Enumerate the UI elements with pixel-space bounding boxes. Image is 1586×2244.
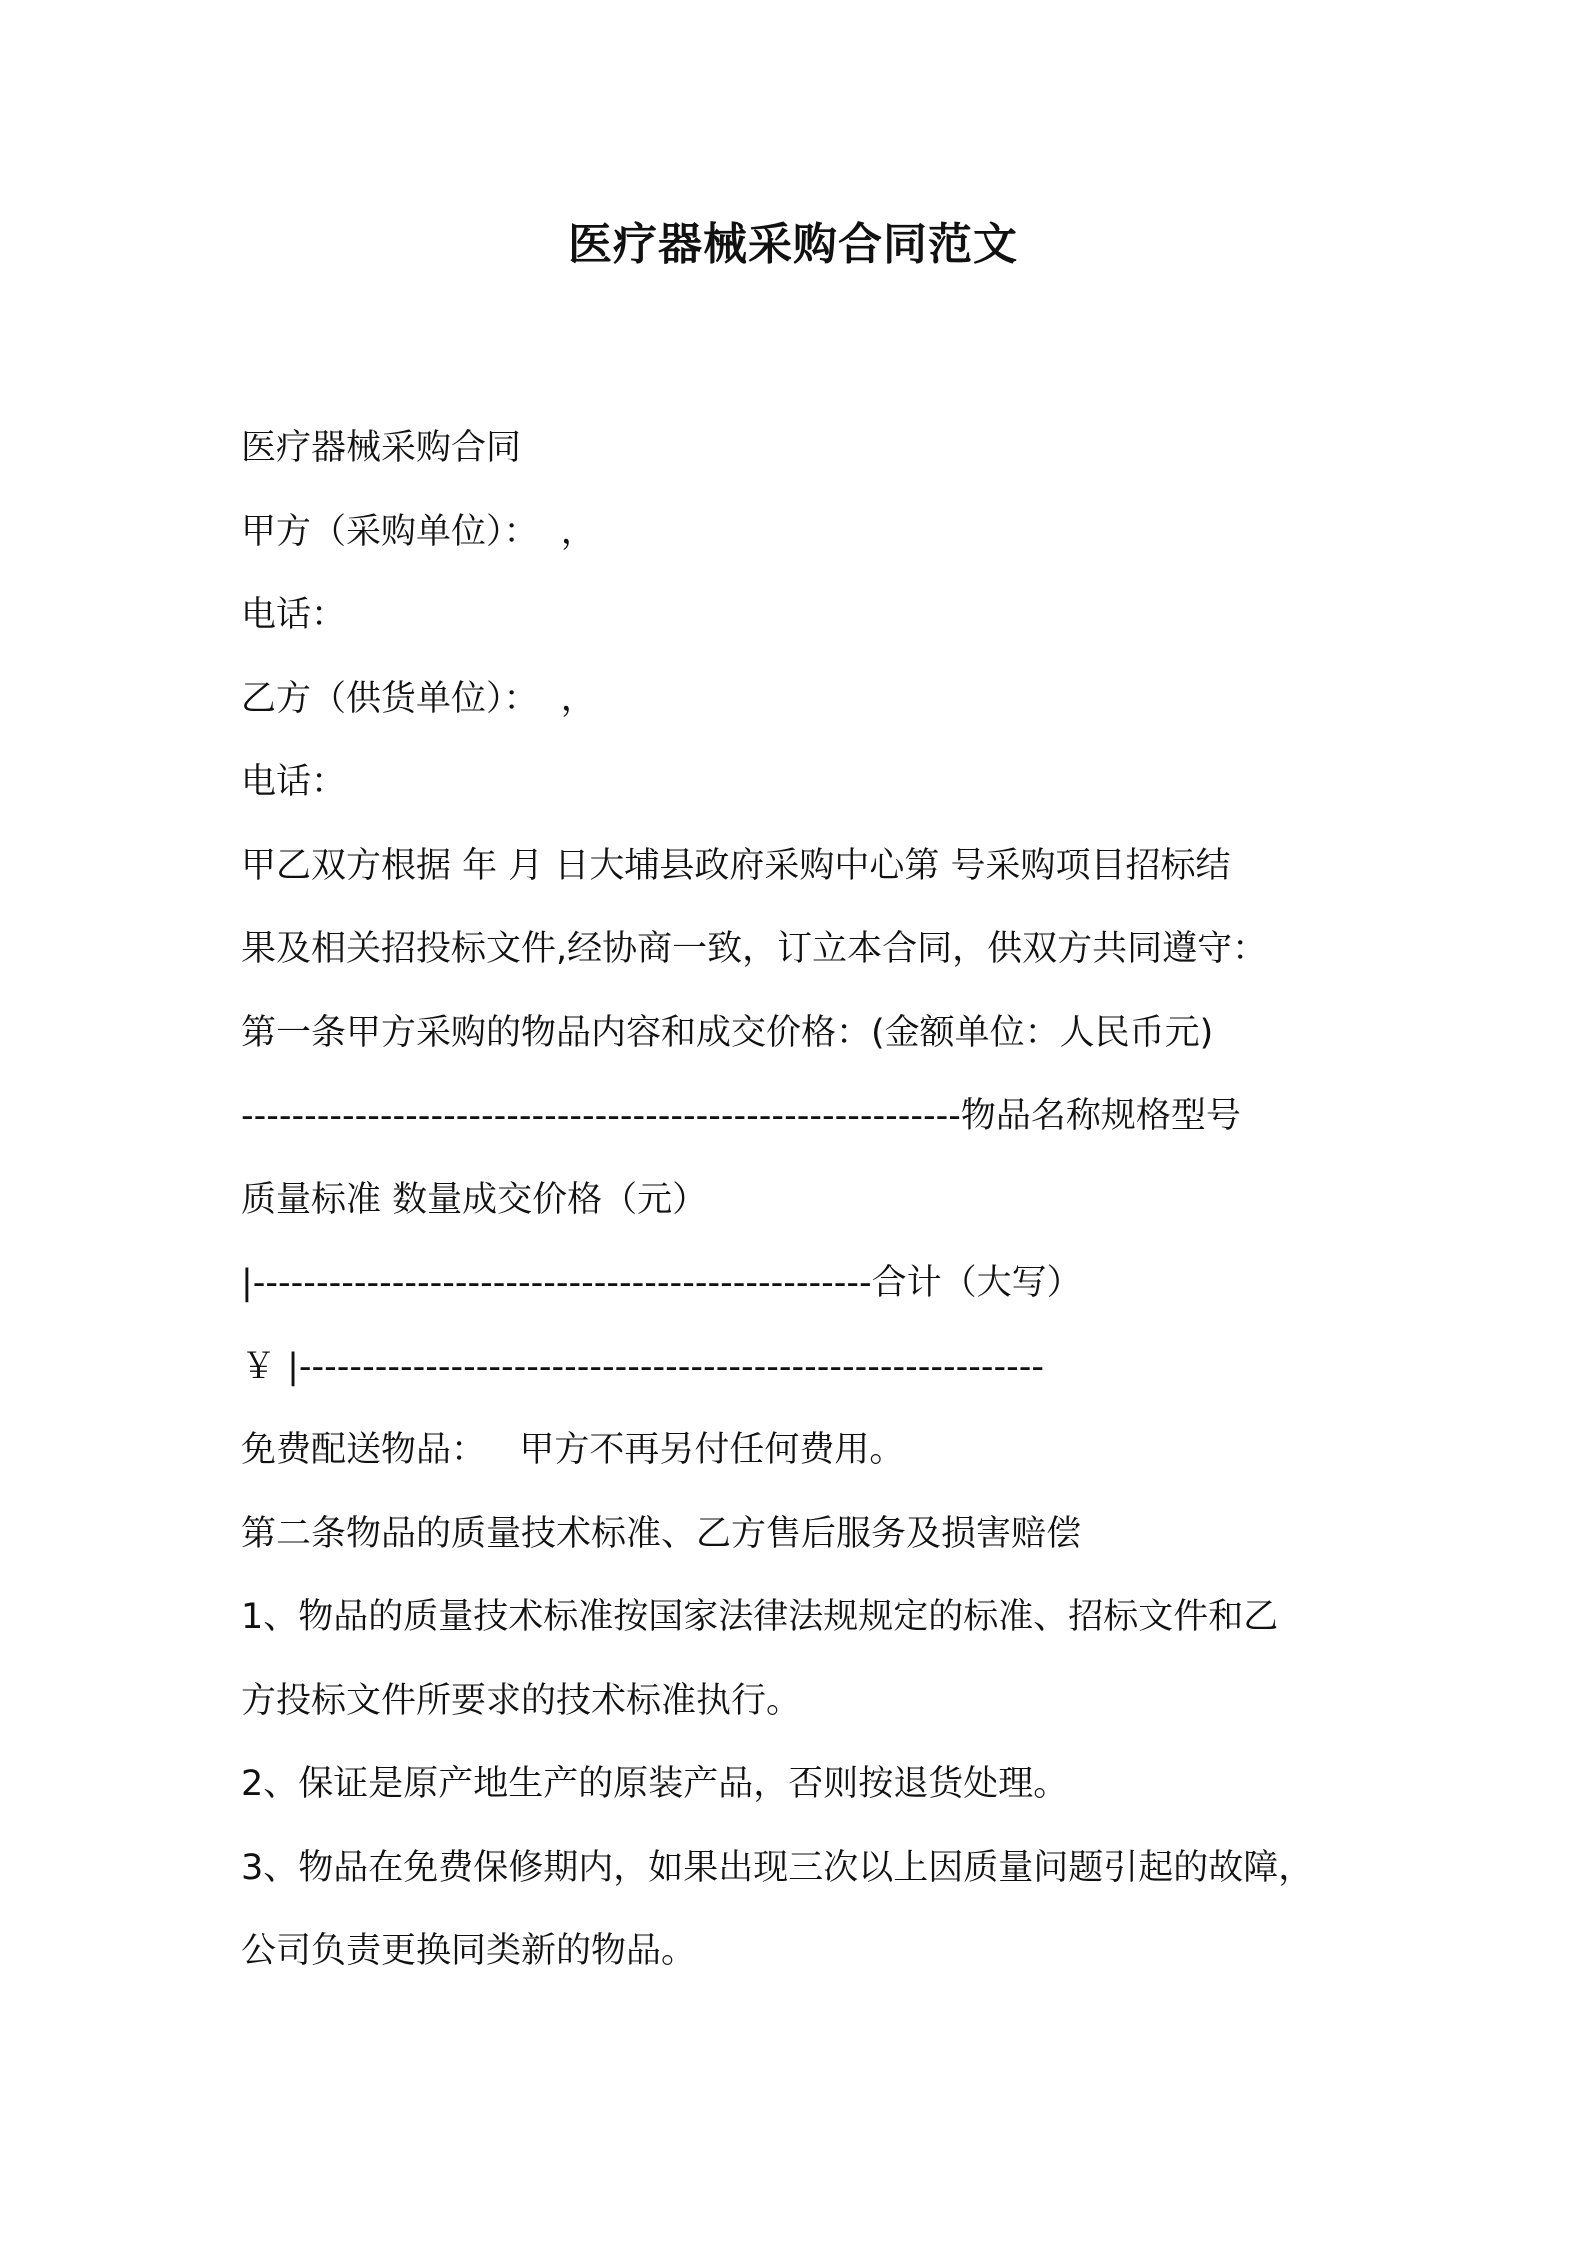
- article-1-heading: 第一条甲方采购的物品内容和成交价格：(金额单位：人民币元): [241, 1012, 1214, 1053]
- party-b-line: 乙方（供货单位）： ，: [241, 678, 596, 719]
- party-a-phone: 电话：: [241, 595, 347, 635]
- clause-2: 2、保证是原产地生产的原装产品，否则按退货处理。: [241, 1764, 1069, 1804]
- article-2-heading: 第二条物品的质量技术标准、乙方售后服务及损害赔偿: [241, 1513, 1082, 1554]
- party-b-phone: 电话：: [241, 762, 347, 802]
- contract-heading: 医疗器械采购合同: [241, 428, 522, 468]
- intro-paragraph-line-2: 果及相关招投标文件,经协商一致，订立本合同，供双方共同遵守：: [241, 929, 1268, 969]
- clause-3-line-1: 3、物品在免费保修期内，如果出现三次以上因质量问题引起的故障，: [241, 1847, 1314, 1888]
- clause-3-line-2: 公司负责更换同类新的物品。: [241, 1931, 697, 1971]
- table-line-1: ---------------------------------------------------------物品名称规格型号: [241, 1096, 1241, 1136]
- table-line-4: ￥ |-----------------------------------------------------------: [241, 1346, 1045, 1387]
- party-a-line: 甲方（采购单位）： ，: [241, 511, 596, 552]
- clause-1-line-2: 方投标文件所要求的技术标准执行。: [241, 1680, 802, 1721]
- clause-1-line-1: 1、物品的质量技术标准按国家法律法规规定的标准、招标文件和乙: [241, 1597, 1279, 1637]
- table-line-2: 质量标准 数量成交价格（元）: [241, 1179, 708, 1220]
- document-body: [241, 407, 1391, 1994]
- table-line-3: |-------------------------------------------------合计（大写）: [241, 1263, 1082, 1303]
- intro-paragraph-line-1: 甲乙双方根据 年 月 日大埔县政府采购中心第 号采购项目招标结: [241, 845, 1231, 886]
- document-title: 医疗器械采购合同范文: [568, 219, 1018, 270]
- free-delivery-line: 免费配送物品： 甲方不再另付任何费用。: [241, 1430, 905, 1470]
